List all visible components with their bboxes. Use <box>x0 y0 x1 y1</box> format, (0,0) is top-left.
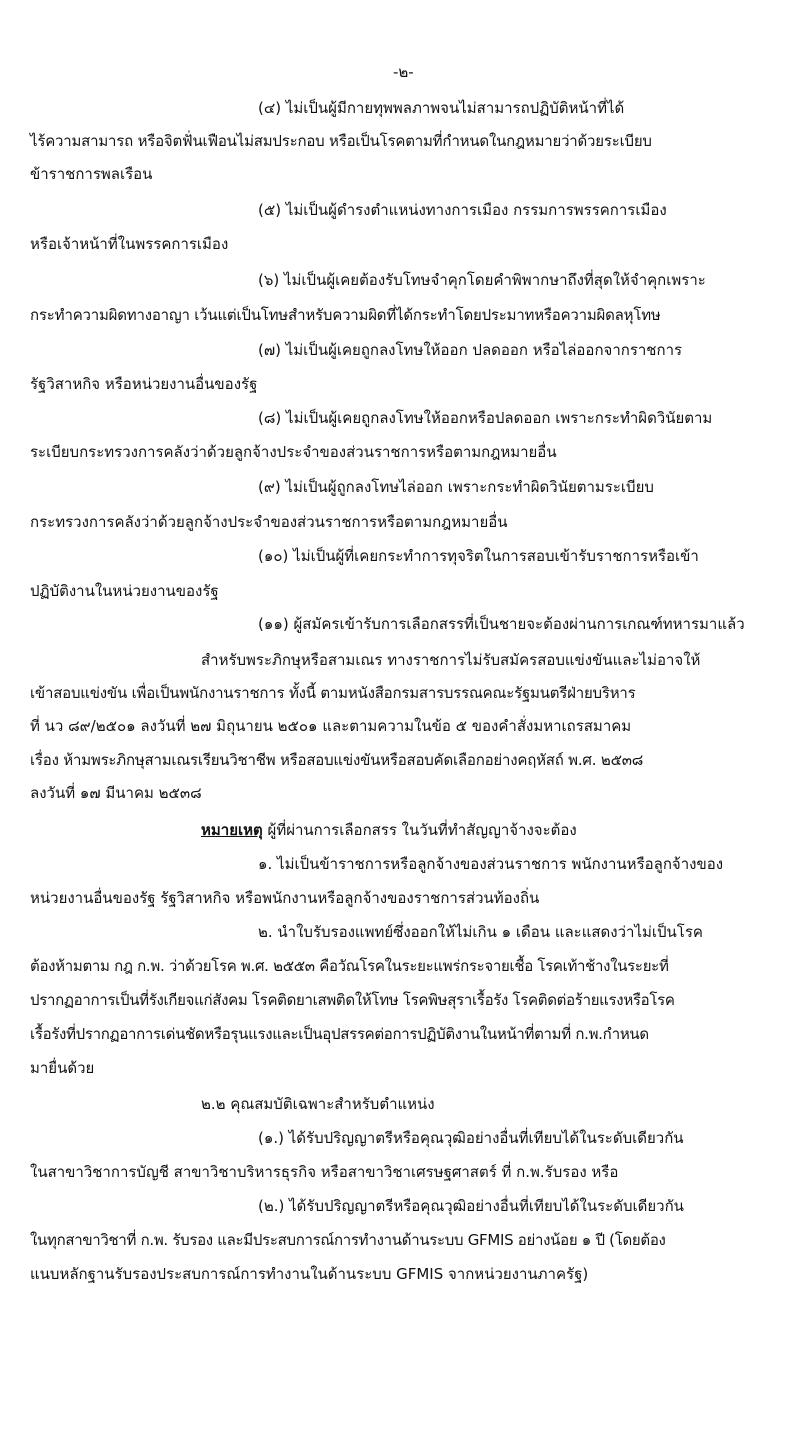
text-line: (๙) ไม่เป็นผู้ถูกลงโทษไล่ออก เพราะกระทำผิดวินัยตามระเบียบ <box>258 478 654 496</box>
text-line: ข้าราชการพลเรือน <box>30 165 153 183</box>
text-line: ปฏิบัติงานในหน่วยงานของรัฐ <box>30 582 219 600</box>
text-line: (๔) ไม่เป็นผู้มีกายทุพพลภาพจนไม่สามารถปฏิบัติหน้าที่ได้ <box>258 99 625 117</box>
text-line: กระทำความผิดทางอาญา เว้นแต่เป็นโทษสำหรับความผิดที่ได้กระทำโดยประมาทหรือความผิดลหุโทษ <box>30 306 661 324</box>
text-line: ในสาขาวิชาการบัญชี สาขาวิชาบริหารธุรกิจ หรือสาขาวิชาเศรษฐศาสตร์ ที่ ก.พ.รับรอง หรือ <box>30 1163 619 1181</box>
text-line: (๗) ไม่เป็นผู้เคยถูกลงโทษให้ออก ปลดออก หรือไล่ออกจากราชการ <box>258 341 683 359</box>
text-line: สำหรับพระภิกษุหรือสามเณร ทางราชการไม่รับสมัครสอบแข่งขันและไม่อาจให้ <box>201 651 701 669</box>
text-line: แนบหลักฐานรับรองประสบการณ์การทำงานในด้านระบบ GFMIS จากหน่วยงานภาครัฐ) <box>30 1265 589 1283</box>
text-line: ปรากฏอาการเป็นที่รังเกียจแก่สังคม โรคติดยาเสพติดให้โทษ โรคพิษสุราเรื้อรัง โรคติดต่อร้ายแรงหรือโรค <box>30 991 675 1009</box>
text-line: (๘) ไม่เป็นผู้เคยถูกลงโทษให้ออกหรือปลดออก เพราะกระทำผิดวินัยตาม <box>258 409 713 427</box>
text-line: หรือเจ้าหน้าที่ในพรรคการเมือง <box>30 235 229 253</box>
text-line: ๒. นำใบรับรองแพทย์ซึ่งออกให้ไม่เกิน ๑ เดือน และแสดงว่าไม่เป็นโรค <box>258 923 703 941</box>
text-line: เข้าสอบแข่งขัน เพื่อเป็นพนักงานราชการ ทั้งนี้ ตามหนังสือกรมสารบรรณคณะรัฐมนตรีฝ่ายบริหาร <box>30 684 636 702</box>
text-line: มายื่นด้วย <box>30 1059 95 1077</box>
text-line: ในทุกสาขาวิชาที่ ก.พ. รับรอง และมีประสบการณ์การทำงานด้านระบบ GFMIS อย่างน้อย ๑ ปี (โดยต้อง <box>30 1231 666 1249</box>
text-line: ๑. ไม่เป็นข้าราชการหรือลูกจ้างของส่วนราชการ พนักงานหรือลูกจ้างของ <box>258 855 724 873</box>
note-text: ผู้ที่ผ่านการเลือกสรร ในวันที่ทำสัญญาจ้างจะต้อง <box>267 821 577 839</box>
text-line: (๑๐) ไม่เป็นผู้ที่เคยกระทำการทุจริตในการสอบเข้ารับราชการหรือเข้า <box>258 547 699 565</box>
section-heading: ๒.๒ คุณสมบัติเฉพาะสำหรับตำแหน่ง <box>201 1095 435 1113</box>
text-line: ลงวันที่ ๑๗ มีนาคม ๒๕๓๘ <box>30 784 202 802</box>
text-line: เรื่อง ห้ามพระภิกษุสามเณรเรียนวิชาชีพ หรือสอบแข่งขันหรือสอบคัดเลือกอย่างคฤหัสถ์ พ.ศ. ๒๕๓๘ <box>30 751 644 769</box>
text-line: หน่วยงานอื่นของรัฐ รัฐวิสาหกิจ หรือพนักงานหรือลูกจ้างของราชการส่วนท้องถิ่น <box>30 889 540 907</box>
note-label: หมายเหตุ <box>201 821 263 839</box>
text-line: (๒.) ได้รับปริญญาตรีหรือคุณวุฒิอย่างอื่นที่เทียบได้ในระดับเดียวกัน <box>258 1197 684 1215</box>
note-heading <box>201 820 577 840</box>
text-line: (๑๑) ผู้สมัครเข้ารับการเลือกสรรที่เป็นชายจะต้องผ่านการเกณฑ์ทหารมาแล้ว <box>258 615 745 633</box>
text-line: ระเบียบกระทรวงการคลังว่าด้วยลูกจ้างประจำของส่วนราชการหรือตามกฎหมายอื่น <box>30 443 557 461</box>
page-number: -๒- <box>393 63 414 81</box>
text-line: (๖) ไม่เป็นผู้เคยต้องรับโทษจำคุกโดยคำพิพากษาถึงที่สุดให้จำคุกเพราะ <box>258 271 706 289</box>
text-line: ไร้ความสามารถ หรือจิตฟั่นเฟือนไม่สมประกอบ หรือเป็นโรคตามที่กำหนดในกฎหมายว่าด้วยระเบียบ <box>30 132 652 150</box>
text-line: (๑.) ได้รับปริญญาตรีหรือคุณวุฒิอย่างอื่นที่เทียบได้ในระดับเดียวกัน <box>258 1129 684 1147</box>
text-line: (๕) ไม่เป็นผู้ดำรงตำแหน่งทางการเมือง กรรมการพรรคการเมือง <box>258 201 667 219</box>
text-line: ที่ นว ๘๙/๒๕๐๑ ลงวันที่ ๒๗ มิถุนายน ๒๕๐๑ และตามความในข้อ ๕ ของคำสั่งมหาเถรสมาคม <box>30 717 632 735</box>
text-line: กระทรวงการคลังว่าด้วยลูกจ้างประจำของส่วนราชการหรือตามกฎหมายอื่น <box>30 513 508 531</box>
text-line: ต้องห้ามตาม กฎ ก.พ. ว่าด้วยโรค พ.ศ. ๒๕๕๓ คือวัณโรคในระยะแพร่กระจายเชื้อ โรคเท้าช้างในระยะที่ <box>30 957 669 975</box>
text-line: เรื้อรังที่ปรากฏอาการเด่นชัดหรือรุนแรงและเป็นอุปสรรคต่อการปฏิบัติงานในหน้าที่ตามที่ ก.พ.กำหนด <box>30 1025 649 1043</box>
text-line: รัฐวิสาหกิจ หรือหน่วยงานอื่นของรัฐ <box>30 375 258 393</box>
